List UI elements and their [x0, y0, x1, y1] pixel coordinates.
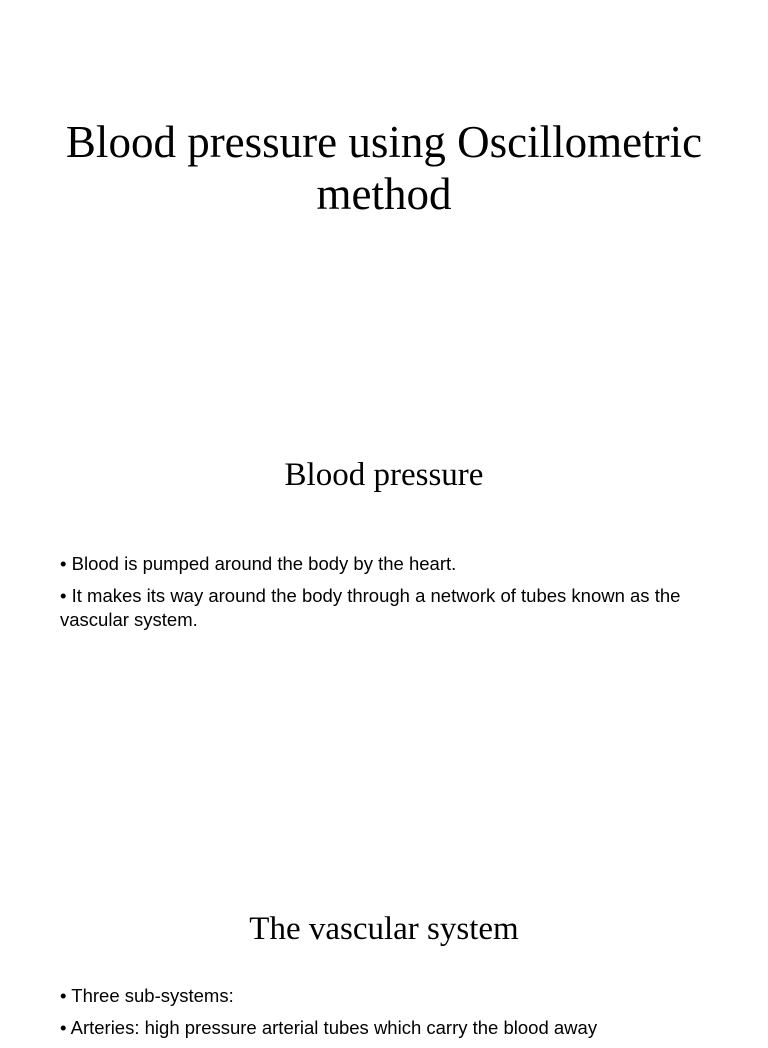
presentation-title: Blood pressure using Oscillometric method: [65, 117, 703, 219]
bullet-symbol: •: [60, 1017, 67, 1038]
bullet-text: Blood is pumped around the body by the heart.: [71, 553, 457, 574]
slide-heading: The vascular system: [249, 911, 519, 947]
slide-blood-pressure: [0, 435, 768, 870]
slide-vascular-system: [0, 870, 768, 1038]
slide-heading: Blood pressure: [284, 457, 484, 493]
bullet-text: It makes its way around the body through a network of tubes known as the vascular system.: [60, 585, 681, 630]
bullet-item: [60, 552, 710, 576]
bullet-item: [60, 1016, 710, 1040]
bullet-text: Arteries: high pressure arterial tubes which carry the blood away: [70, 1017, 598, 1038]
bullet-list: [60, 552, 710, 640]
bullet-symbol: •: [60, 985, 67, 1006]
bullet-symbol: •: [60, 553, 67, 574]
slide-title: [0, 0, 768, 435]
bullet-item: [60, 984, 710, 1008]
bullet-text: Three sub-systems:: [71, 985, 234, 1006]
bullet-item: [60, 584, 710, 632]
bullet-list: [60, 984, 710, 1048]
bullet-symbol: •: [60, 585, 67, 606]
